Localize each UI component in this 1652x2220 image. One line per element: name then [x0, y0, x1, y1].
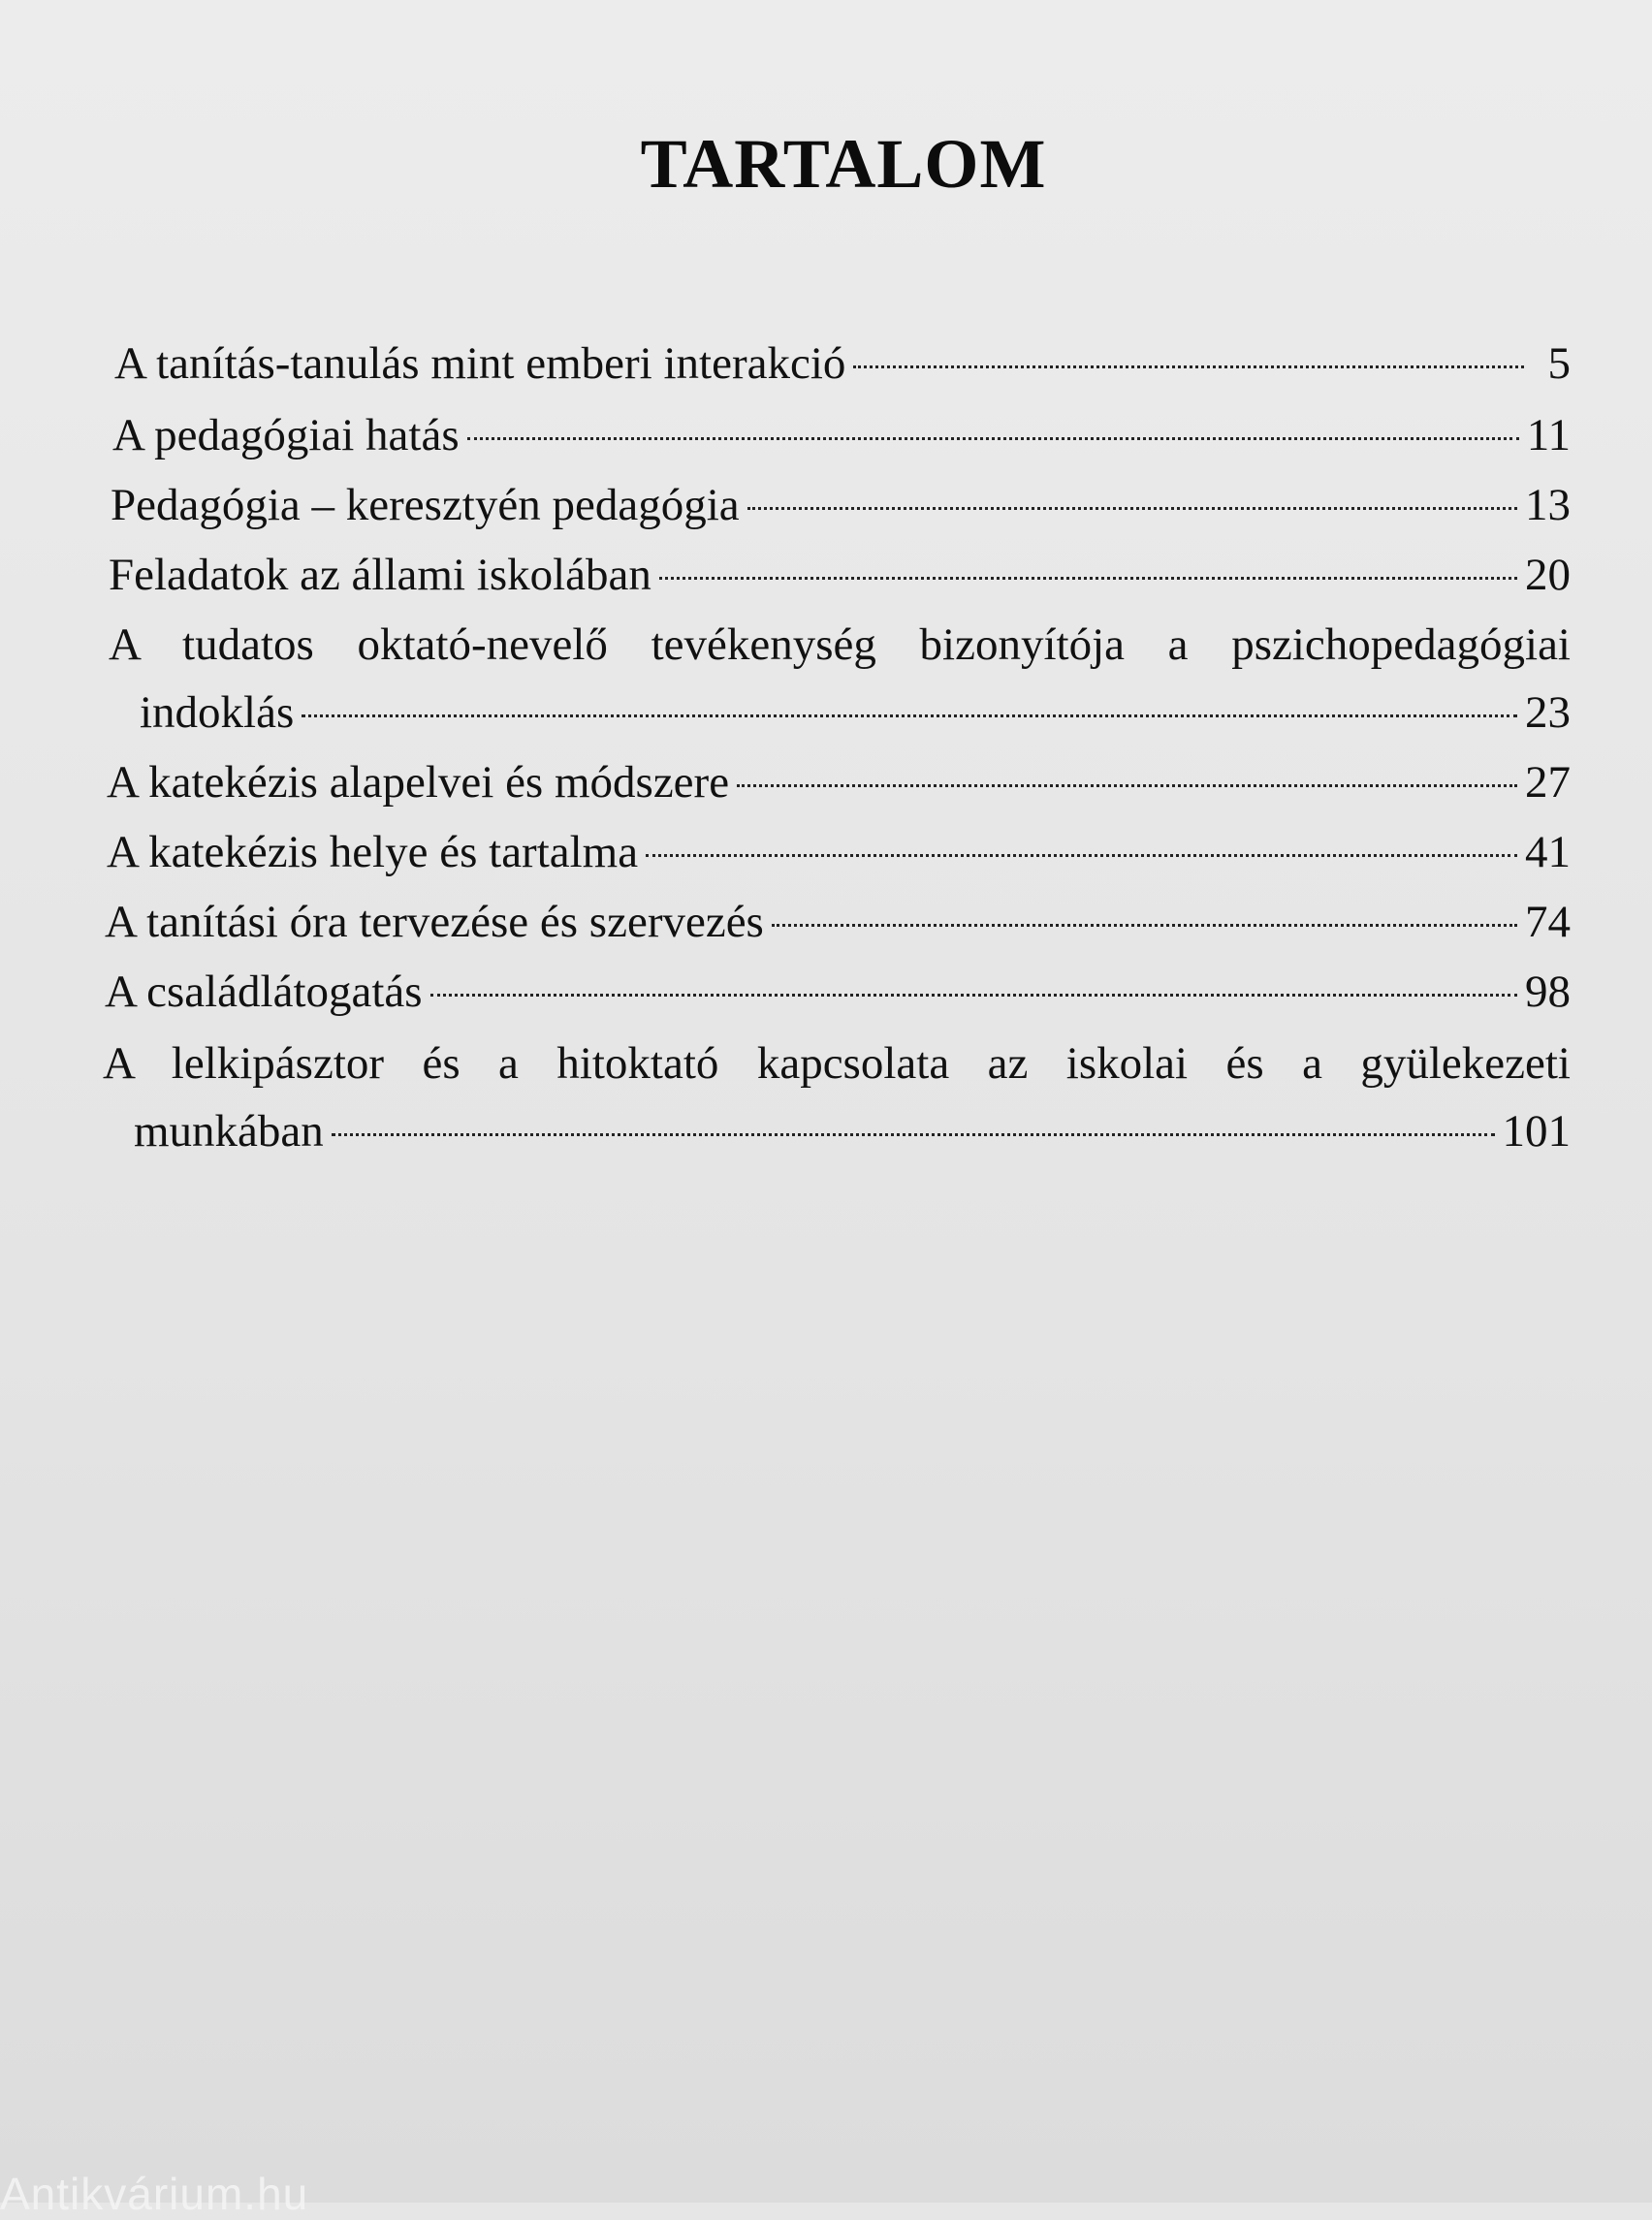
page-title: TARTALOM [640, 125, 1047, 203]
dot-leader [332, 1133, 1495, 1136]
toc-entry-label-line2: munkában [134, 1106, 324, 1157]
toc-page-number: 5 [1547, 338, 1571, 389]
toc-entry [109, 541, 1571, 609]
toc-page-number: 98 [1525, 967, 1571, 1017]
toc-entry-label: A pedagógiai hatás [112, 410, 460, 460]
table-of-contents [103, 330, 1571, 1165]
toc-entry-label-line1: A lelkipásztor és a hitoktató kapcsolata az iskolai és a gyülekezeti [103, 1038, 1571, 1089]
dot-leader [302, 714, 1517, 717]
toc-page-number: 11 [1526, 410, 1571, 460]
toc-entry [112, 401, 1571, 469]
dot-leader [659, 577, 1517, 580]
dot-leader [772, 924, 1517, 927]
toc-entry-label: A tanítási óra tervezése és szervezés [105, 897, 764, 947]
toc-entry-label-line2: indoklás [140, 687, 295, 738]
toc-page-number: 101 [1502, 1106, 1571, 1157]
dot-leader [737, 784, 1517, 787]
toc-entry [107, 748, 1571, 816]
dot-leader [467, 437, 1519, 440]
toc-entry [103, 1030, 1571, 1165]
watermark-text: Antikvárium.hu [0, 2169, 309, 2219]
toc-entry-label: A katekézis alapelvei és módszere [107, 757, 730, 808]
toc-page-number: 27 [1525, 757, 1571, 808]
toc-page-number: 74 [1525, 897, 1571, 947]
toc-entry [114, 330, 1571, 397]
toc-page-number: 23 [1525, 687, 1571, 738]
toc-page-number: 41 [1525, 827, 1571, 877]
toc-entry [109, 611, 1571, 746]
dot-leader [430, 994, 1517, 997]
toc-page-number: 20 [1525, 550, 1571, 600]
toc-entry [105, 958, 1571, 1026]
toc-entry-label: A katekézis helye és tartalma [107, 827, 639, 877]
toc-entry-label: Pedagógia – keresztyén pedagógia [111, 480, 740, 530]
toc-page-number: 13 [1525, 480, 1571, 530]
toc-entry [105, 888, 1571, 956]
toc-entry-label: A tanítás-tanulás mint emberi interakció [114, 338, 846, 389]
toc-entry-label: Feladatok az állami iskolában [109, 550, 651, 600]
toc-entry-label-line1: A tudatos oktató-nevelő tevékenység bizonyítója a pszichopedagógiai [109, 619, 1571, 670]
toc-entry-label: A családlátogatás [105, 967, 423, 1017]
toc-entry [107, 818, 1571, 886]
dot-leader [747, 507, 1517, 510]
toc-entry [111, 471, 1571, 539]
dot-leader [646, 854, 1517, 857]
dot-leader [853, 365, 1524, 368]
